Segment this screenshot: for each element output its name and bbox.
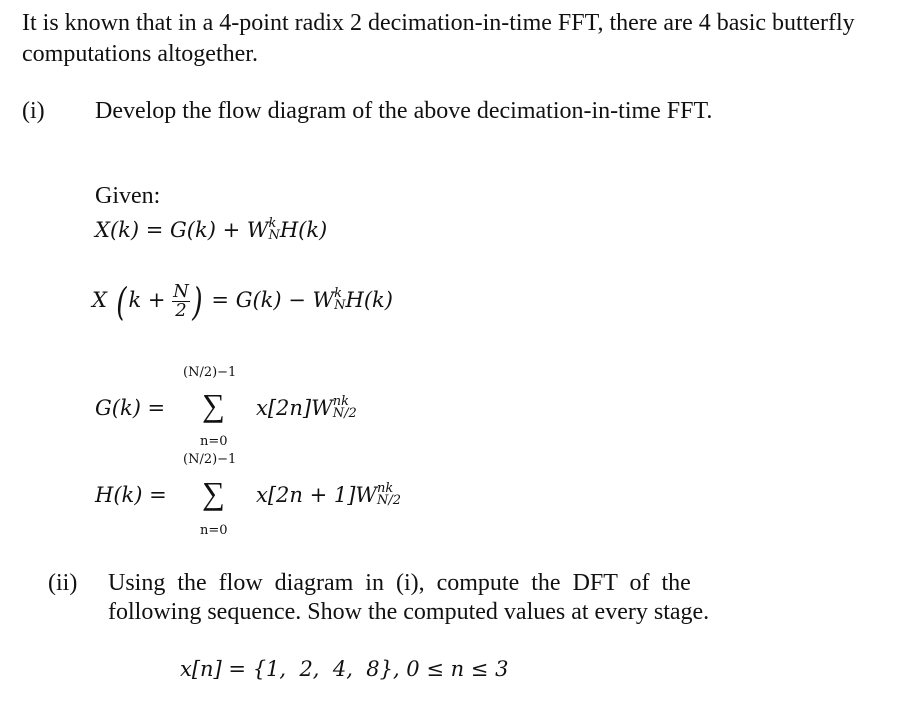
part-ii-line-1: Using the flow diagram in (i), compute the DFT of the (108, 570, 691, 596)
equation-x-k (95, 215, 328, 244)
g-term: x[2n]W (256, 396, 333, 420)
h-sum-lower-limit: n=0 (200, 523, 228, 538)
part-ii-line-2: following sequence. Show the computed values at every stage. (108, 599, 710, 625)
h-sigma-symbol: ∑ (202, 475, 225, 511)
open-paren: ( (115, 279, 127, 324)
frac-num: N (173, 281, 189, 302)
equation-x-k-plus-half (92, 274, 393, 328)
intro-paragraph: It is known that in a 4-point radix 2 decimation-in-time FFT, there are 4 basic butterfly computations altogether. (22, 10, 855, 67)
h-twiddle-indices (377, 480, 402, 508)
g-sub: N/2 (332, 405, 357, 421)
part-i-text: Develop the flow diagram of the above decimation-in-time FFT. (95, 98, 713, 124)
eq1-twiddle-indices (268, 215, 280, 243)
frac-den: 2 (175, 300, 187, 321)
eq1-rhs: H(k) (279, 218, 328, 242)
h-sup: nk (377, 480, 394, 496)
h-sub: N/2 (377, 492, 402, 508)
given-label: Given: (95, 183, 161, 209)
eq2-twiddle-indices (334, 285, 346, 313)
eq2-k-plus: k + (128, 288, 166, 312)
close-paren: ) (192, 279, 203, 324)
eq2-sup: k (334, 285, 343, 301)
eq1-lhs: X(k) = G(k) + W (95, 218, 269, 242)
g-twiddle-indices (332, 393, 357, 421)
eq1-sup: k (268, 215, 277, 231)
part-i-number: (i) (22, 98, 45, 124)
g-sup: nk (332, 393, 349, 409)
h-sum-upper-limit: (N/2)−1 (183, 452, 237, 467)
eq2-sub: N (334, 297, 346, 313)
g-sum-upper-limit: (N/2)−1 (183, 365, 237, 380)
h-summand (256, 480, 402, 509)
n-over-2-fraction (172, 283, 190, 320)
g-sigma-symbol: ∑ (202, 387, 225, 423)
eq2-x: X (92, 288, 107, 312)
g-sum-lower-limit: n=0 (200, 434, 228, 449)
part-ii-number: (ii) (48, 570, 78, 596)
h-lhs: H(k) = (95, 483, 167, 507)
h-term: x[2n + 1]W (256, 483, 378, 507)
g-summand (256, 393, 357, 422)
eq2-rhs-a: = G(k) − W (211, 288, 335, 312)
eq2-rhs-b: H(k) (345, 288, 393, 312)
eq1-sub: N (268, 227, 280, 243)
g-lhs: G(k) = (95, 396, 166, 420)
input-sequence: x[n] = {1, 2, 4, 8}, 0 ≤ n ≤ 3 (180, 657, 509, 681)
